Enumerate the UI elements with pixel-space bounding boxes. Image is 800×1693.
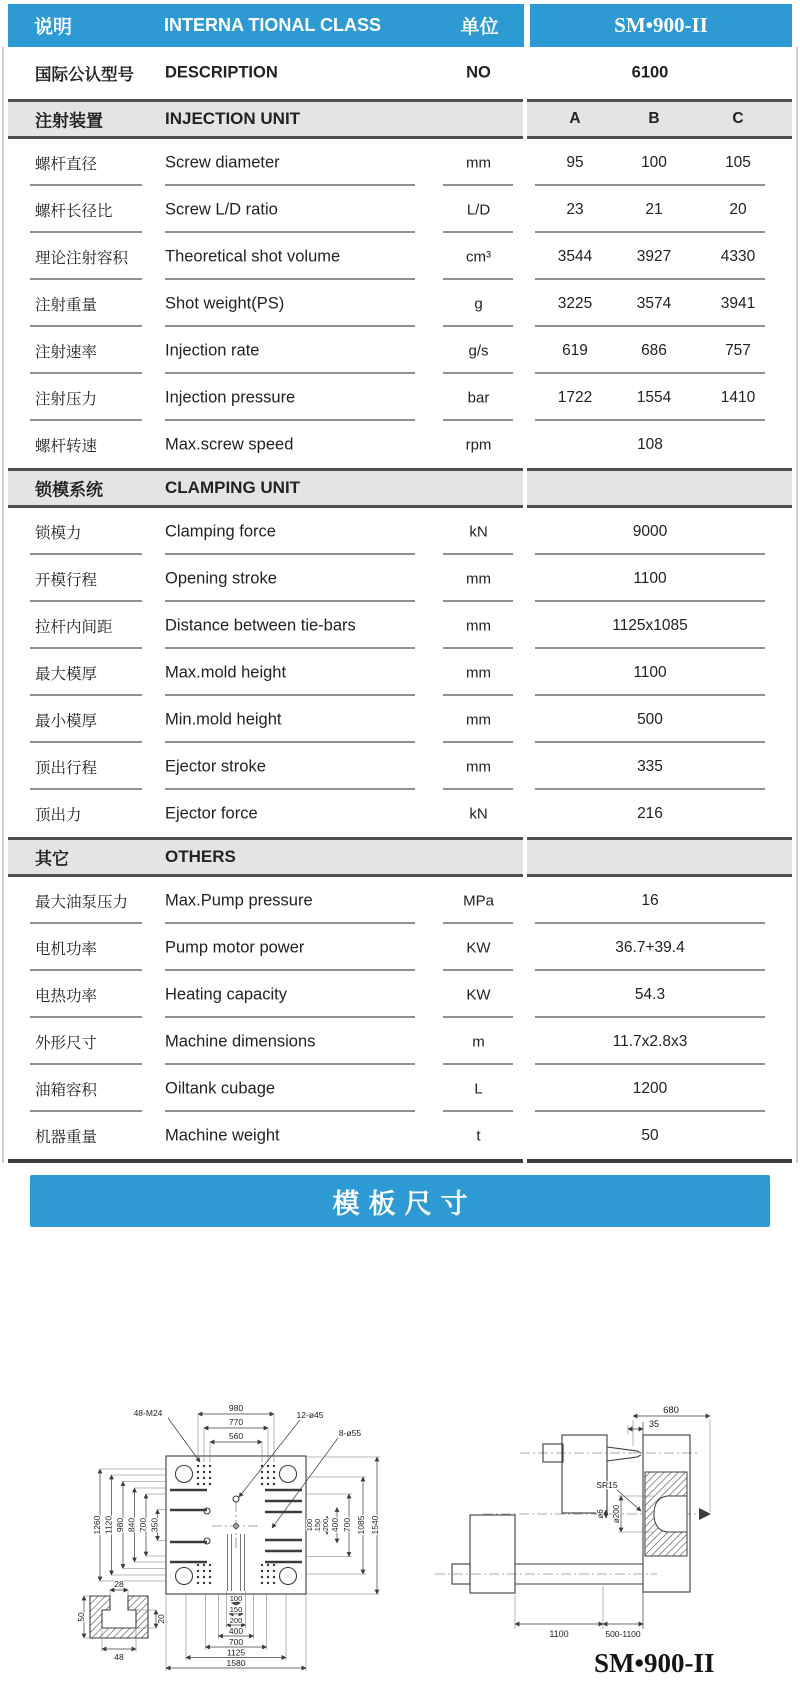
unit: mm: [466, 154, 491, 171]
section-band-clamping: [0, 468, 800, 508]
unit: NO: [466, 63, 491, 82]
value: 36.7+39.4: [615, 938, 685, 956]
label-cn: 注射压力: [35, 390, 98, 408]
col-b: B: [648, 110, 660, 127]
dim-1260: 1260: [92, 1515, 102, 1535]
dim-560: 560: [228, 1431, 244, 1441]
dim-1120: 1120: [103, 1515, 114, 1535]
header-cell-model: SM•900-II: [530, 4, 792, 47]
dim-200: 200: [321, 1518, 330, 1532]
value: 11.7x2.8x3: [612, 1032, 688, 1050]
dim-400: 400: [330, 1517, 340, 1533]
platen-front-view-diagram: [60, 1344, 410, 1684]
label-en: Screw L/D ratio: [165, 200, 278, 218]
label-cn: 注射重量: [35, 296, 98, 314]
value-b: 686: [641, 341, 667, 359]
border-segment: [8, 1159, 523, 1163]
label-cn: 最大油泵压力: [35, 893, 129, 911]
label-en: Oiltank cubage: [165, 1079, 276, 1097]
value: 1100: [633, 663, 667, 681]
table-bottom-border: [0, 1159, 800, 1163]
value-a: 23: [566, 200, 584, 218]
value-c: 3941: [720, 294, 756, 312]
value: 335: [637, 757, 663, 775]
unit: mm: [466, 617, 491, 634]
value-b: 3927: [636, 247, 672, 265]
table-header: [0, 4, 800, 47]
value-a: 1722: [557, 388, 593, 406]
dim-100: 100: [305, 1518, 314, 1532]
table-row: [0, 280, 800, 327]
label-12-d45: 12-ø45: [296, 1410, 324, 1420]
left-dim-chain: [92, 1469, 166, 1581]
label-SR15: SR15: [596, 1480, 618, 1490]
side-view-diagram: [425, 1322, 785, 1667]
unit: mm: [466, 664, 491, 681]
label-cn: 拉杆内间距: [35, 618, 113, 636]
table-row: [0, 327, 800, 374]
section-en: OTHERS: [165, 847, 236, 866]
table-row: [0, 555, 800, 602]
label-cn: 国际公认型号: [35, 66, 134, 84]
value: 1125x1085: [612, 616, 688, 634]
label-en: Max.Pump pressure: [165, 891, 313, 909]
table-row: [0, 743, 800, 790]
label-en: Ejector stroke: [165, 757, 266, 775]
section-cn: 其它: [35, 849, 69, 869]
label-8-d55: 8-ø55: [338, 1428, 362, 1438]
dim-200: 200: [229, 1616, 243, 1625]
table-row: [0, 924, 800, 971]
value-c: 105: [725, 153, 751, 171]
dim-980: 980: [115, 1517, 125, 1533]
table-row: [0, 233, 800, 280]
dim-700: 700: [138, 1517, 148, 1533]
band-left-segment: [8, 837, 523, 877]
label-en: Ejector force: [165, 804, 258, 822]
unit: bar: [467, 389, 490, 406]
label-en: Injection pressure: [165, 388, 296, 406]
label-cn: 电机功率: [35, 940, 98, 958]
label-en: Shot weight(PS): [165, 294, 285, 312]
unit: m: [472, 1033, 485, 1050]
value-a: 3544: [557, 247, 593, 265]
dim-50: 50: [76, 1612, 86, 1622]
dim-150: 150: [229, 1605, 243, 1614]
value-b: 100: [641, 153, 667, 171]
table-row: [0, 971, 800, 1018]
dim-350: 350: [149, 1517, 160, 1533]
unit: MPa: [463, 892, 494, 909]
section-band-injection: [0, 99, 800, 139]
unit: rpm: [465, 436, 492, 453]
label-en: Machine dimensions: [165, 1032, 316, 1050]
table-row: [0, 186, 800, 233]
unit: mm: [466, 711, 491, 728]
header-cell-class: INTERNA TIONAL CLASS: [147, 4, 446, 47]
label-cn: 电热功率: [35, 987, 98, 1005]
value-a: 95: [566, 153, 584, 171]
label-en: Theoretical shot volume: [165, 247, 341, 265]
label-en: Opening stroke: [165, 569, 277, 587]
unit: g/s: [468, 342, 489, 359]
label-cn: 螺杆长径比: [35, 202, 113, 220]
table-row: [0, 696, 800, 743]
spec-table: [0, 4, 800, 1163]
col-c: C: [732, 110, 744, 127]
label-cn: 油箱容积: [35, 1081, 98, 1099]
unit: kN: [469, 523, 488, 540]
table-row: [0, 1065, 800, 1112]
dim-400: 400: [228, 1626, 244, 1636]
value: 50: [641, 1126, 659, 1144]
label-cn: 顶出行程: [35, 759, 98, 777]
label-cn: 机器重量: [35, 1128, 98, 1146]
value-a: 619: [562, 341, 588, 359]
label-en: Screw diameter: [165, 153, 280, 171]
col-a: A: [569, 110, 581, 127]
description-row: [0, 47, 800, 99]
dim-100: 100: [229, 1594, 243, 1603]
dim-1100: 1100: [549, 1629, 569, 1639]
border-segment: [527, 1159, 792, 1163]
dim-770: 770: [228, 1417, 244, 1427]
value: 54.3: [634, 985, 666, 1003]
table-row: [0, 508, 800, 555]
label-cn: 顶出力: [35, 806, 82, 824]
dim-28: 28: [114, 1579, 124, 1589]
value: 16: [641, 891, 659, 909]
unit: t: [476, 1127, 481, 1144]
bottom-dim-chain: [166, 1591, 306, 1671]
unit: kN: [469, 805, 488, 822]
value: 1200: [632, 1079, 668, 1097]
dim-d200: ø200: [612, 1504, 621, 1524]
band-right-segment: [527, 468, 792, 508]
dim-840: 840: [126, 1517, 137, 1533]
label-cn: 开模行程: [35, 571, 98, 589]
axis-arrow: [699, 1508, 711, 1520]
label-en: Min.mold height: [165, 710, 282, 728]
table-row: [0, 421, 800, 468]
label-en: Machine weight: [165, 1126, 280, 1144]
value-c: 1410: [720, 388, 756, 406]
table-row: [0, 374, 800, 421]
dim-d6: ø6: [596, 1509, 605, 1519]
value-c: 4330: [720, 247, 756, 265]
unit: KW: [466, 939, 491, 956]
label-en: Max.mold height: [165, 663, 287, 681]
value-c: 20: [729, 200, 747, 218]
label-en: Clamping force: [165, 522, 276, 540]
value: 216: [637, 804, 663, 822]
label-48-M24: 48-M24: [133, 1408, 163, 1418]
label-en: Max.screw speed: [165, 435, 294, 453]
label-cn: 螺杆直径: [35, 155, 98, 173]
dim-700: 700: [342, 1517, 352, 1533]
dim-680: 680: [663, 1405, 679, 1416]
dim-980: 980: [228, 1403, 244, 1413]
dim-1540: 1540: [370, 1515, 380, 1535]
dim-1125: 1125: [226, 1647, 246, 1658]
section-cn: 注射装置: [35, 111, 103, 131]
label-en: Injection rate: [165, 341, 260, 359]
table-row: [0, 139, 800, 186]
label-cn: 锁模力: [35, 524, 82, 542]
value-c: 757: [725, 341, 751, 359]
value-b: 1554: [636, 388, 672, 406]
value-b: 21: [645, 200, 663, 218]
t-slot-detail: [76, 1579, 166, 1662]
dim-48: 48: [114, 1652, 124, 1662]
model-label: SM•900-II: [594, 1648, 715, 1678]
unit: L: [474, 1080, 483, 1097]
table-row: [0, 877, 800, 924]
label-cn: 螺杆转速: [35, 437, 98, 455]
dim-1580: 1580: [226, 1658, 246, 1668]
label-cn: 最大模厚: [35, 665, 98, 683]
section-cn: 锁模系统: [35, 480, 103, 500]
dim-500-1100: 500-1100: [605, 1629, 641, 1639]
table-row: [0, 1018, 800, 1065]
table-row: [0, 790, 800, 837]
dim-150: 150: [313, 1518, 322, 1532]
table-row: [0, 649, 800, 696]
label-cn: 外形尺寸: [35, 1034, 98, 1052]
value: 6100: [631, 63, 669, 82]
value: 9000: [632, 522, 668, 540]
dim-1085: 1085: [356, 1515, 366, 1535]
section-en: CLAMPING UNIT: [165, 478, 301, 497]
section-en: INJECTION UNIT: [165, 109, 301, 128]
unit: cm³: [466, 248, 491, 265]
unit: g: [474, 295, 483, 312]
label-en: DESCRIPTION: [165, 63, 278, 82]
unit: KW: [466, 986, 491, 1003]
label-en: Distance between tie-bars: [165, 616, 356, 634]
dim-35: 35: [648, 1419, 660, 1429]
platen-size-banner: 模板尺寸: [30, 1175, 770, 1227]
value-a: 3225: [557, 294, 593, 312]
unit: L/D: [466, 201, 491, 218]
value: 1100: [633, 569, 667, 587]
label-en: Heating capacity: [165, 985, 287, 1003]
unit: mm: [466, 570, 491, 587]
header-cell-unit: 单位: [435, 4, 524, 47]
band-right-segment: [527, 837, 792, 877]
section-band-others: [0, 837, 800, 877]
label-en: Pump motor power: [165, 938, 305, 956]
table-row: [0, 1112, 800, 1159]
right-dim-chain: [305, 1457, 380, 1594]
label-cn: 最小模厚: [35, 712, 98, 730]
label-cn: 理论注射容积: [35, 249, 129, 267]
label-cn: 注射速率: [35, 343, 98, 361]
table-row: [0, 602, 800, 649]
header-cell-cn: 说明: [8, 4, 167, 47]
unit: mm: [466, 758, 491, 775]
dim-700: 700: [228, 1637, 244, 1647]
dim-20: 20: [156, 1614, 166, 1624]
value-b: 3574: [636, 294, 672, 312]
value: 500: [637, 710, 663, 728]
value: 108: [637, 435, 663, 453]
